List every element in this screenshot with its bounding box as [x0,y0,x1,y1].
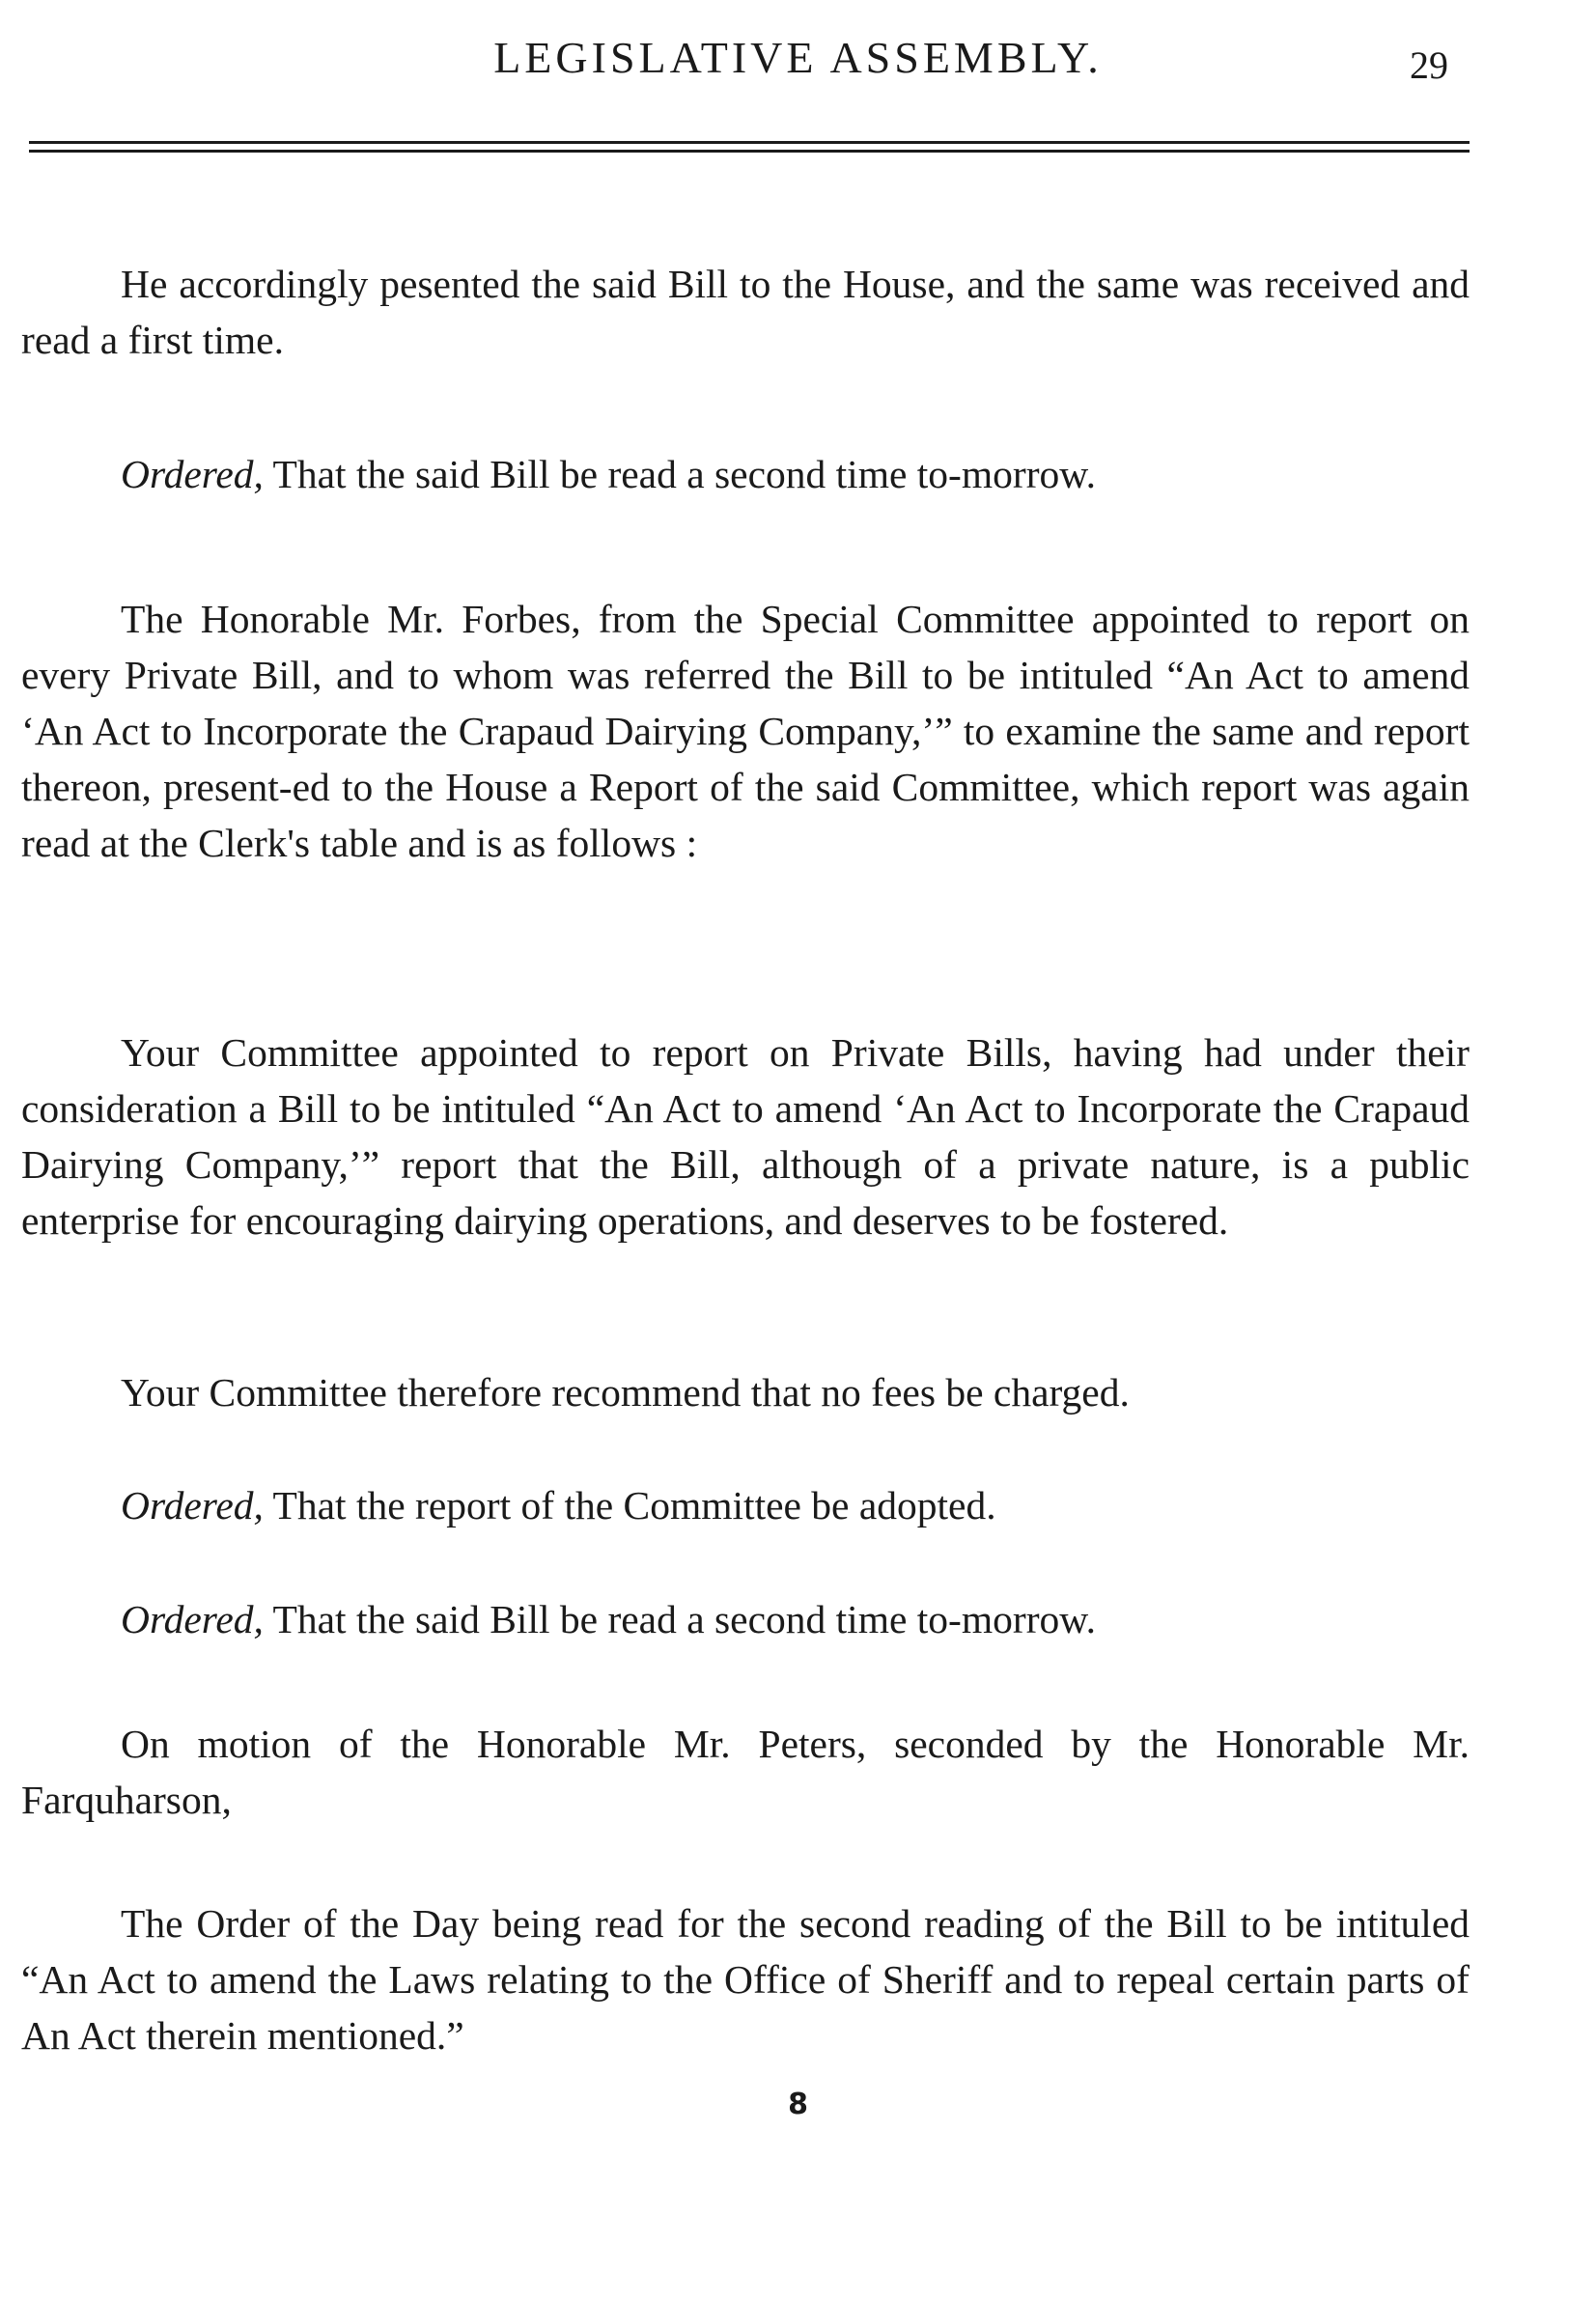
paragraph-text: That the report of the Committee be adopted. [263,1483,996,1528]
paragraph-text: The Order of the Day being read for the second reading of the Bill to be intituled “An Act to amend the Laws relating to the Office of Sheriff and to repeal certain parts of An Act therein mentioned.” [21,1901,1470,2058]
paragraph-text: He accordingly pesented the said Bill to the House, and the same was received and read a first time. [21,262,1470,362]
page-number: 29 [1410,43,1448,87]
paragraph-ordered-second-reading [21,446,1470,502]
paragraph-ordered-second-reading-2 [21,1591,1470,1647]
paragraph-bill-presented [21,256,1470,368]
paragraph-committee-report [21,1024,1470,1248]
paragraph-text: That the said Bill be read a second time to-morrow. [263,1597,1096,1641]
paragraph-forbes-report [21,591,1470,871]
printer-signature-mark: 8 [788,2088,808,2121]
paragraph-text: Your Committee appointed to report on Private Bills, having had under their consideration a Bill to be intituled “An Act to amend ‘An Act to Incorporate the Crapaud Dairying Company,’” report that the Bill, although of a private nature, is a public enterprise for encouraging dairying operations, and deserves to be fostered. [21,1030,1470,1243]
paragraph-no-fees [21,1364,1470,1420]
paragraph-text: That the said Bill be read a second time to-morrow. [263,452,1096,496]
paragraph-ordered-adopted [21,1477,1470,1533]
paragraph-text: Your Committee therefore recommend that no fees be charged. [121,1370,1130,1415]
header-double-rule [29,141,1470,153]
ordered-lead: Ordered, [121,452,264,496]
paragraph-text: On motion of the Honorable Mr. Peters, seconded by the Honorable Mr. Farquharson, [21,1722,1470,1822]
paragraph-order-of-day [21,1895,1470,2063]
paragraph-motion [21,1716,1470,1828]
running-head-title: LEGISLATIVE ASSEMBLY. [493,33,1103,82]
ordered-lead: Ordered, [121,1483,264,1528]
ordered-lead: Ordered, [121,1597,264,1641]
paragraph-text: The Honorable Mr. Forbes, from the Special Committee appointed to report on every Private Bill, and to whom was referred the Bill to be intituled “An Act to amend ‘An Act to Incorporate the Crapaud Dairying Company,’” to examine the same and report thereon, present-ed to the House a Report of the said Committee, which report was again read at the Clerk's table and is as follows : [21,597,1470,865]
